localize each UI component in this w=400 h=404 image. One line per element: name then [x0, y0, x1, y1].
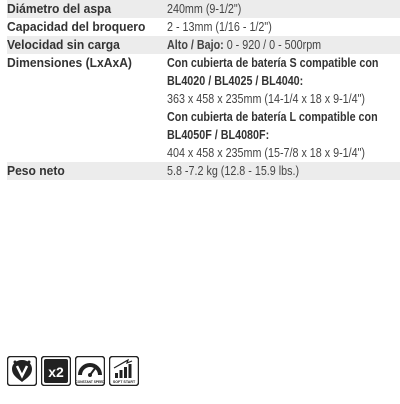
spec-row-net-weight [7, 162, 400, 180]
spec-row-dimensions [7, 54, 400, 162]
soft-start-icon-text: SOFT START [112, 380, 136, 384]
feature-icons [7, 356, 139, 386]
spec-value-line: Con cubierta de batería S compatible con [167, 56, 379, 70]
spec-value [167, 36, 367, 54]
spec-value-line: 363 x 458 x 235mm (14-1/4 x 18 x 9-1/4") [167, 92, 366, 106]
xpt-icon [7, 356, 37, 386]
spec-row-blade-diameter [7, 0, 400, 18]
spec-value-line: BL4020 / BL4025 / BL4040: [167, 74, 304, 88]
two-speed-icon-text: x2 [48, 364, 64, 380]
spec-value: 2 - 13mm (1/16 - 1/2") [167, 20, 272, 34]
spec-value: 240mm (9-1/2") [167, 2, 242, 16]
constant-speed-icon [75, 356, 105, 386]
spec-value-bold: Alto / Bajo: [167, 38, 224, 52]
spec-row-drill-capacity [7, 18, 400, 36]
spec-label: Dimensiones (LxAxA) [7, 55, 132, 70]
soft-start-icon [109, 356, 139, 386]
spec-value-rest: 0 - 920 / 0 - 500rpm [223, 38, 322, 52]
spec-row-no-load-speed [7, 36, 400, 54]
spec-value: 5.8 -7.2 kg (12.8 - 15.9 lbs.) [167, 164, 300, 178]
spec-label: Velocidad sin carga [7, 37, 120, 52]
spec-label: Capacidad del broquero [7, 19, 146, 34]
spec-table [7, 0, 400, 180]
two-speed-icon [41, 356, 71, 386]
spec-label: Peso neto [7, 163, 65, 178]
spec-value-line: Con cubierta de batería L compatible con [167, 110, 378, 124]
spec-value-line: BL4050F / BL4080F: [167, 128, 270, 142]
spec-label: Diámetro del aspa [7, 1, 112, 16]
constant-speed-icon-text: CONSTANT SPEED [75, 380, 105, 384]
spec-value-line: 404 x 458 x 235mm (15-7/8 x 18 x 9-1/4") [167, 146, 366, 160]
